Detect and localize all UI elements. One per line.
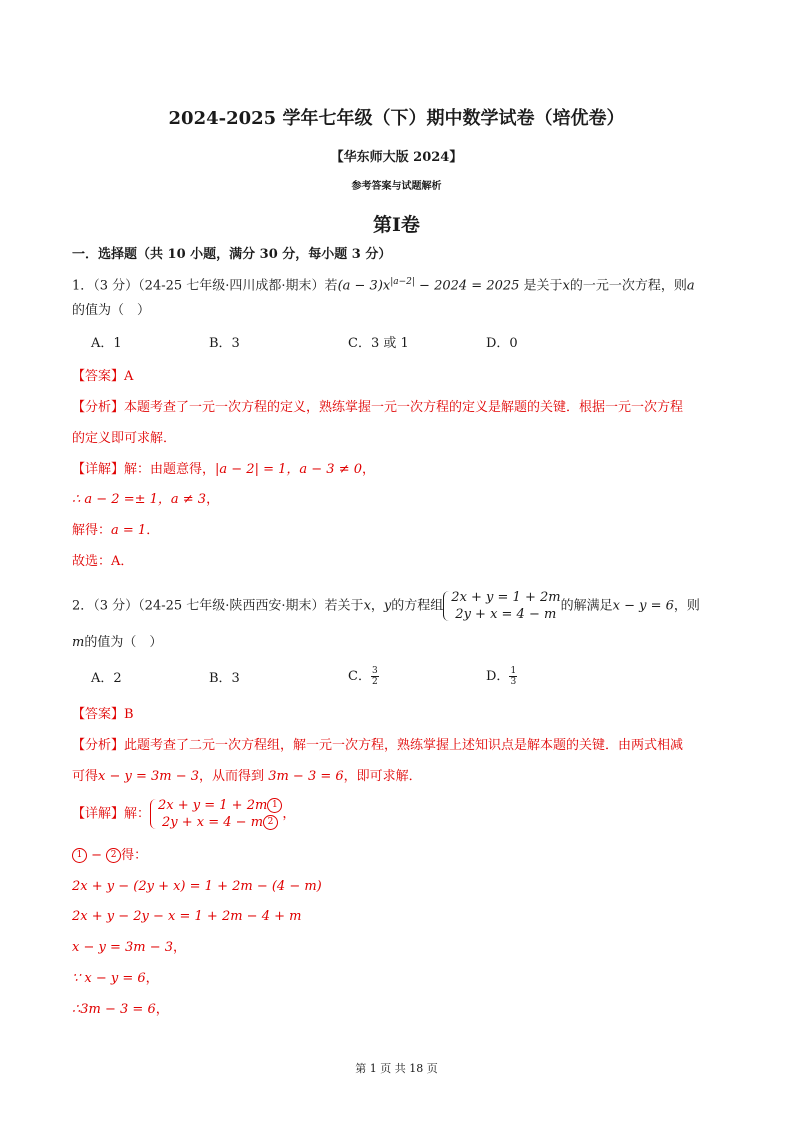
- stem-text: 的值为（ ）: [84, 635, 163, 650]
- circled-number: 2: [106, 848, 121, 863]
- punctuation: ．: [146, 523, 160, 538]
- detail-eq-2: [158, 814, 282, 831]
- analysis-2-line1: 【分析】此题考查了二元一次方程组，解一元一次方程，熟练掌握上述知识点是解本题的关键．由两式相减: [72, 738, 684, 753]
- detail-math: ∵ x − y = 6: [72, 971, 146, 986]
- analysis-text: 可得: [72, 769, 99, 784]
- punctuation: ，: [173, 940, 187, 955]
- option-label: C．: [348, 669, 371, 684]
- stem-text: 的方程组: [391, 598, 444, 614]
- punctuation: ，: [362, 462, 376, 477]
- detail-eq-2-text: 2y + x = 4 − m: [162, 815, 264, 830]
- option-label: D．: [486, 669, 510, 684]
- equation-rest: − 2024 = 2025: [414, 278, 520, 294]
- fraction: [371, 666, 379, 687]
- system-eq-2: 2y + x = 4 − m: [455, 607, 557, 622]
- detail-math: ∴3m − 3 = 6: [72, 1002, 156, 1017]
- option-a: A．2: [91, 671, 122, 686]
- option-d: [486, 666, 517, 687]
- question-1-stem: [72, 272, 695, 296]
- operator: −: [87, 848, 107, 863]
- detail-2-line4: 2x + y − 2y − x = 1 + 2m − 4 + m: [72, 909, 302, 924]
- question-number: 2．: [72, 598, 94, 614]
- detail-2-line2: [72, 846, 147, 866]
- detail-math: a = 1: [111, 523, 147, 538]
- detail-math: |a − 2| = 1，a − 3 ≠ 0: [215, 462, 362, 477]
- option-c: [348, 666, 379, 687]
- analysis-text: ，即可求解．: [343, 769, 422, 784]
- detail-2-line3: 2x + y − (2y + x) = 1 + 2m − (4 − m): [72, 879, 322, 894]
- detail-math: ∴ a − 2 =± 1，a ≠ 3: [72, 492, 207, 507]
- volume-heading: 第Ⅰ卷: [373, 214, 420, 236]
- equation-system: [443, 589, 560, 623]
- answer-1: 【答案】A: [72, 369, 134, 384]
- analysis-1-line2: 的定义即可求解．: [72, 431, 177, 446]
- question-2-stem: [72, 589, 700, 623]
- fraction-denominator: 3: [510, 677, 517, 687]
- detail-2-line7: [72, 1000, 169, 1020]
- question-source: （3 分）（24-25 七年级·四川成都·期末）若: [93, 278, 338, 294]
- analysis-math: 3m − 3 = 6: [268, 769, 344, 784]
- analysis-text: ，从而得到: [199, 769, 269, 784]
- analysis-1-line1: 【分析】本题考查了一元一次方程的定义，熟练掌握一元一次方程的定义是解题的关键．根据一元一次方程: [72, 400, 684, 415]
- equation-part: (a − 3)x: [337, 278, 391, 294]
- detail-2-line5: [72, 938, 186, 958]
- stem-text: 是关于: [519, 278, 563, 294]
- punctuation: ，: [155, 1002, 169, 1017]
- detail-eq-1: [158, 797, 282, 814]
- detail-2-line6: [72, 969, 159, 989]
- equation-exponent: |a−2|: [390, 277, 415, 287]
- variable-m: m: [72, 635, 85, 650]
- stem-text: ，则: [673, 598, 700, 614]
- analysis-2-line2: [72, 767, 422, 787]
- system-eq-1: 2x + y = 1 + 2m: [451, 590, 561, 605]
- option-b: B．3: [209, 671, 240, 686]
- variable-x: x: [363, 598, 371, 614]
- page-title: 2024-2025 学年七年级（下）期中数学试卷（培优卷）: [168, 108, 625, 129]
- page-number: 第 1 页 共 18 页: [355, 1062, 438, 1075]
- detail-1-line3: [72, 521, 159, 541]
- analysis-math: x − y = 3m − 3: [98, 769, 200, 784]
- option-b: B．3: [209, 336, 240, 351]
- question-2-stem-line2: [72, 633, 162, 653]
- variable-y: y: [383, 598, 392, 614]
- punctuation: ，: [145, 971, 159, 986]
- option-d: D．0: [486, 336, 518, 351]
- option-c: C．3 或 1: [348, 336, 409, 351]
- variable-a: a: [686, 278, 695, 294]
- detail-math: x − y = 3m − 3: [72, 940, 174, 955]
- stem-text: 的一元一次方程，则: [569, 278, 687, 294]
- detail-text: 解得：: [72, 523, 112, 538]
- detail-equation-system: [150, 797, 282, 831]
- fraction-numerator: 3: [371, 666, 378, 676]
- punctuation: ，: [282, 806, 296, 822]
- fraction: [509, 666, 517, 687]
- punctuation: ，: [206, 492, 220, 507]
- choose-1: 故选：A．: [72, 554, 134, 569]
- fraction-denominator: 2: [371, 677, 378, 687]
- stem-text: 的解满足: [560, 598, 613, 614]
- punctuation: ，: [370, 598, 384, 614]
- condition-math: x − y = 6: [612, 598, 674, 614]
- detail-label: 【详解】解：: [72, 806, 151, 822]
- detail-eq-1-text: 2x + y = 1 + 2m: [158, 798, 268, 813]
- variable-x: x: [562, 278, 570, 294]
- detail-text: 得：: [121, 848, 148, 863]
- detail-label: 【详解】解：由题意得，: [72, 462, 216, 477]
- detail-2-line1: [72, 797, 295, 831]
- answer-2: 【答案】B: [72, 707, 134, 722]
- circled-number: 1: [267, 798, 282, 813]
- detail-1-line1: [72, 460, 375, 480]
- circled-number: 2: [263, 815, 278, 830]
- detail-1-line2: [72, 490, 219, 510]
- section-heading: 一．选择题（共 10 小题，满分 30 分，每小题 3 分）: [72, 247, 392, 262]
- option-a: A．1: [91, 336, 122, 351]
- subtitle: 参考答案与试题解析: [351, 181, 442, 192]
- edition-label: 【华东师大版 2024】: [330, 150, 463, 165]
- question-source: （3 分）（24-25 七年级·陕西西安·期末）若关于: [93, 598, 364, 614]
- fraction-numerator: 1: [510, 666, 517, 676]
- question-number: 1．: [72, 278, 94, 294]
- circled-number: 1: [72, 848, 87, 863]
- question-1-stem-line2: 的值为（ ）: [72, 303, 151, 318]
